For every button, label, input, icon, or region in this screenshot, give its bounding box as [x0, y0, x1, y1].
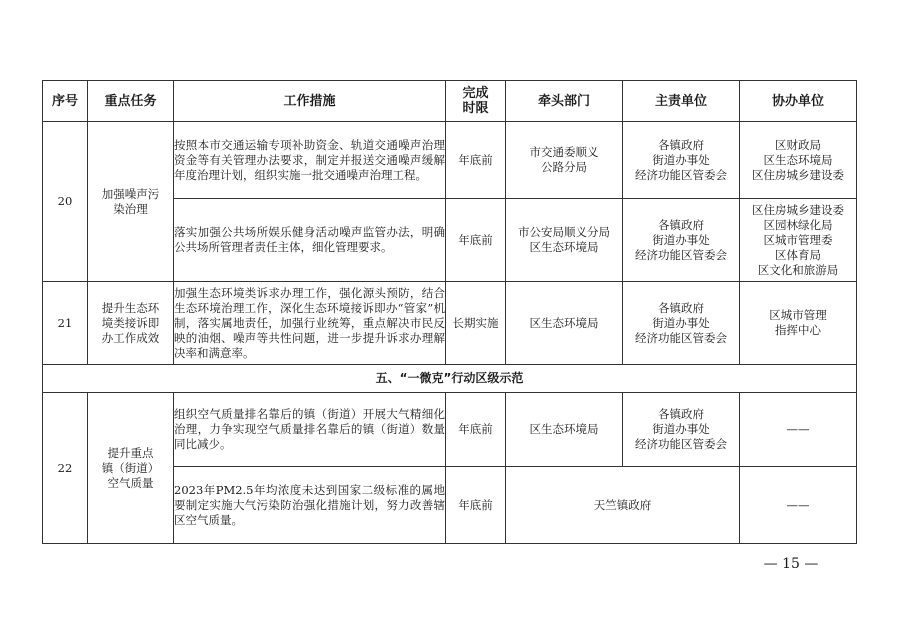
- table-row: [43, 282, 857, 365]
- assist-cell: 区城市管理 指挥中心: [740, 282, 857, 365]
- assist-cell: 区财政局 区生态环境局 区住房城乡建设委: [740, 122, 857, 199]
- measure-cell: 2023年PM2.5年均浓度未达到国家二级标准的属地要制定实施大气污染防治强化措施计划，努力改善辖区空气质量。: [174, 467, 446, 544]
- task-cell: 提升重点 镇（街道） 空气质量: [88, 393, 174, 544]
- header-lead: 牵头部门: [506, 81, 623, 122]
- deadline-cell: 年底前: [446, 393, 506, 467]
- responsible-cell: 各镇政府 街道办事处 经济功能区管委会: [623, 199, 740, 282]
- header-responsible: 主责单位: [623, 81, 740, 122]
- lead-merged-cell: 天竺镇政府: [506, 467, 740, 544]
- page-number: — 15 —: [763, 556, 819, 572]
- header-seq: 序号: [43, 81, 88, 122]
- assist-cell: 区住房城乡建设委 区园林绿化局 区城市管理委 区体育局 区文化和旅游局: [740, 199, 857, 282]
- responsible-cell: 各镇政府 街道办事处 经济功能区管委会: [623, 393, 740, 467]
- task-cell: 加强噪声污 染治理: [88, 122, 174, 282]
- lead-cell: 市交通委顺义 公路分局: [506, 122, 623, 199]
- section-title: 五、“一微克”行动区级示范: [43, 365, 857, 393]
- task-table: [42, 80, 857, 544]
- measure-cell: 组织空气质量排名靠后的镇（街道）开展大气精细化治理，力争实现空气质量排名靠后的镇（街道）数量同比减少。: [174, 393, 446, 467]
- header-measures: 工作措施: [174, 81, 446, 122]
- deadline-cell: 年底前: [446, 467, 506, 544]
- responsible-cell: 各镇政府 街道办事处 经济功能区管委会: [623, 282, 740, 365]
- responsible-cell: 各镇政府 街道办事处 经济功能区管委会: [623, 122, 740, 199]
- header-task: 重点任务: [88, 81, 174, 122]
- seq-cell: 20: [43, 122, 88, 282]
- section-row: [43, 365, 857, 393]
- deadline-cell: 长期实施: [446, 282, 506, 365]
- lead-cell: 市公安局顺义分局 区生态环境局: [506, 199, 623, 282]
- header-deadline: 完成 时限: [446, 81, 506, 122]
- measure-cell: 落实加强公共场所娱乐健身活动噪声监管办法，明确公共场所管理者责任主体，细化管理要求。: [174, 199, 446, 282]
- seq-cell: 21: [43, 282, 88, 365]
- measure-cell: 加强生态环境类诉求办理工作，强化源头预防，结合生态环境治理工作，深化生态环境接诉即办“管家”机制，落实属地责任，加强行业统筹，重点解决市民反映的油烟、噪声等共性问题，进一步提升诉求办理解决率和满意率。: [174, 282, 446, 365]
- measure-cell: 按照本市交通运输专项补助资金、轨道交通噪声治理资金等有关管理办法要求，制定并报送交通噪声缓解年度治理计划，组织实施一批交通噪声治理工程。: [174, 122, 446, 199]
- deadline-cell: 年底前: [446, 122, 506, 199]
- lead-cell: 区生态环境局: [506, 282, 623, 365]
- seq-cell: 22: [43, 393, 88, 544]
- header-row: [43, 81, 857, 122]
- assist-cell: ——: [740, 467, 857, 544]
- lead-cell: 区生态环境局: [506, 393, 623, 467]
- assist-cell: ——: [740, 393, 857, 467]
- table-row: [43, 122, 857, 199]
- header-assist: 协办单位: [740, 81, 857, 122]
- task-cell: 提升生态环 境类接诉即 办工作成效: [88, 282, 174, 365]
- deadline-cell: 年底前: [446, 199, 506, 282]
- table-row: [43, 393, 857, 467]
